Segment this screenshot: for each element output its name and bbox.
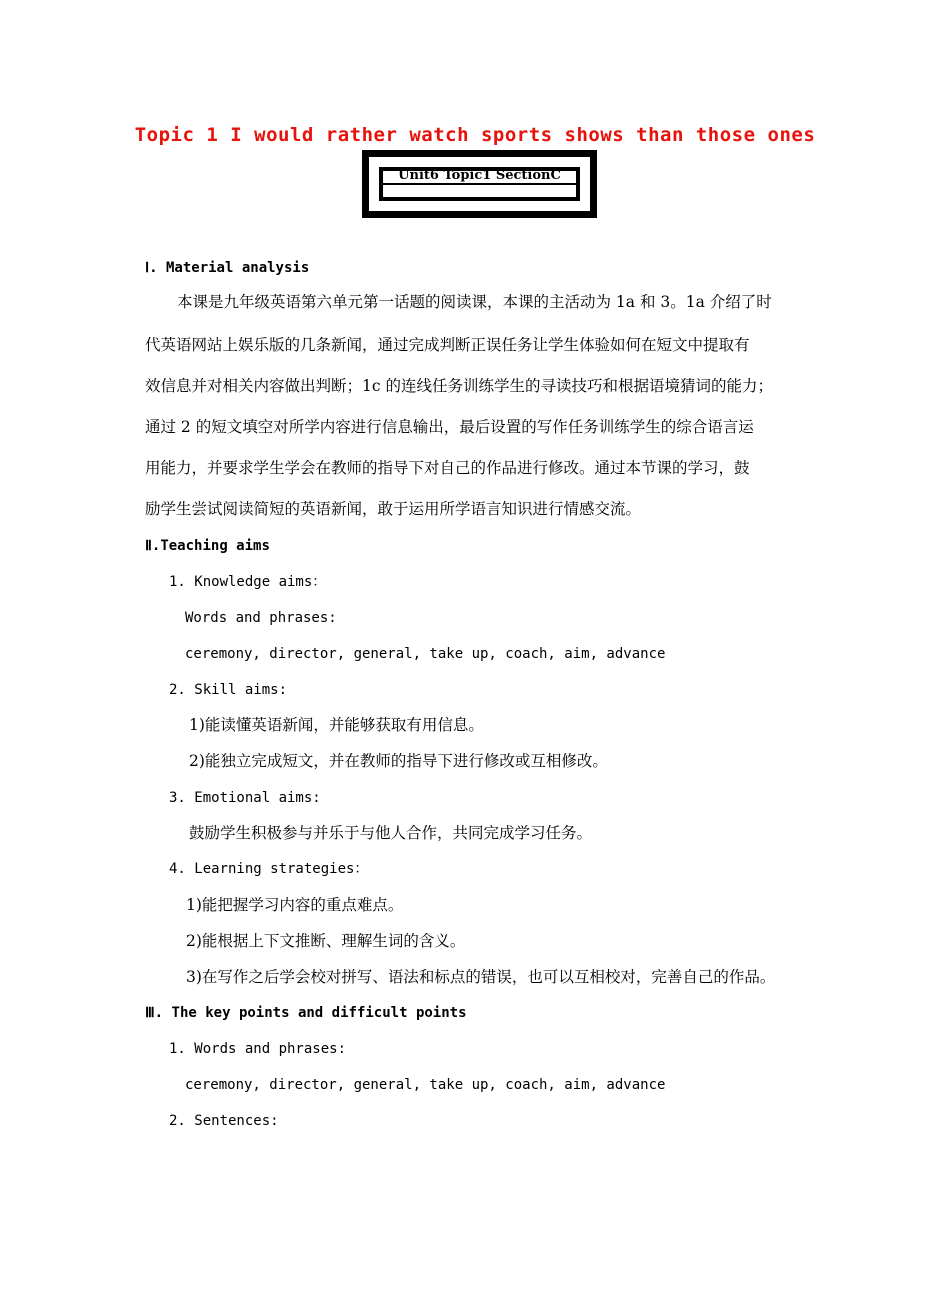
teaching-aims-heading: Ⅱ.Teaching aims bbox=[145, 538, 270, 554]
material-analysis-heading: Ⅰ. Material analysis bbox=[145, 260, 310, 276]
material-paragraph-line: 代英语网站上娱乐版的几条新闻，通过完成判断正误任务让学生体验如何在短文中提取有 bbox=[145, 336, 750, 354]
strategy-item: 2)能根据上下文推断、理解生词的含义。 bbox=[186, 932, 466, 950]
knowledge-aims-label: 1. Knowledge aims： bbox=[169, 574, 327, 590]
page-title: Topic 1 I would rather watch sports shows than those ones bbox=[134, 124, 816, 146]
knowledge-words: ceremony, director, general, take up, coach, aim, advance bbox=[185, 646, 666, 662]
strategy-item: 1)能把握学习内容的重点难点。 bbox=[186, 896, 404, 914]
material-paragraph-line: 通过 2 的短文填空对所学内容进行信息输出，最后设置的写作任务训练学生的综合语言运 bbox=[145, 418, 754, 436]
skill-aim-item: 2)能独立完成短文，并在教师的指导下进行修改或互相修改。 bbox=[189, 752, 608, 770]
learning-strategies-label: 4. Learning strategies： bbox=[169, 861, 369, 877]
section-badge-label: Unit6 Topic1 SectionC bbox=[379, 167, 580, 185]
key-words-label: 1. Words and phrases: bbox=[169, 1041, 347, 1057]
strategy-item: 3)在写作之后学会校对拼写、语法和标点的错误，也可以互相校对，完善自己的作品。 bbox=[186, 968, 776, 986]
section-badge-frame bbox=[362, 150, 597, 218]
key-words: ceremony, director, general, take up, coach, aim, advance bbox=[185, 1077, 666, 1093]
words-phrases-label: Words and phrases: bbox=[185, 610, 337, 626]
material-paragraph-line: 用能力，并要求学生学会在教师的指导下对自己的作品进行修改。通过本节课的学习，鼓 bbox=[145, 459, 750, 477]
sentences-label: 2. Sentences: bbox=[169, 1113, 279, 1129]
material-paragraph-line: 本课是九年级英语第六单元第一话题的阅读课，本课的主活动为 1a 和 3。1a 介绍了时 bbox=[177, 293, 772, 311]
skill-aim-item: 1)能读懂英语新闻，并能够获取有用信息。 bbox=[189, 716, 484, 734]
emotional-aims-label: 3. Emotional aims: bbox=[169, 790, 321, 806]
key-points-heading: Ⅲ. The key points and difficult points bbox=[145, 1005, 467, 1021]
emotional-aims-text: 鼓励学生积极参与并乐于与他人合作，共同完成学习任务。 bbox=[189, 824, 593, 842]
skill-aims-label: 2. Skill aims: bbox=[169, 682, 288, 698]
material-paragraph-line: 励学生尝试阅读简短的英语新闻，敢于运用所学语言知识进行情感交流。 bbox=[145, 500, 642, 518]
material-paragraph-line: 效信息并对相关内容做出判断；1c 的连线任务训练学生的寻读技巧和根据语境猜词的能力； bbox=[145, 377, 773, 395]
